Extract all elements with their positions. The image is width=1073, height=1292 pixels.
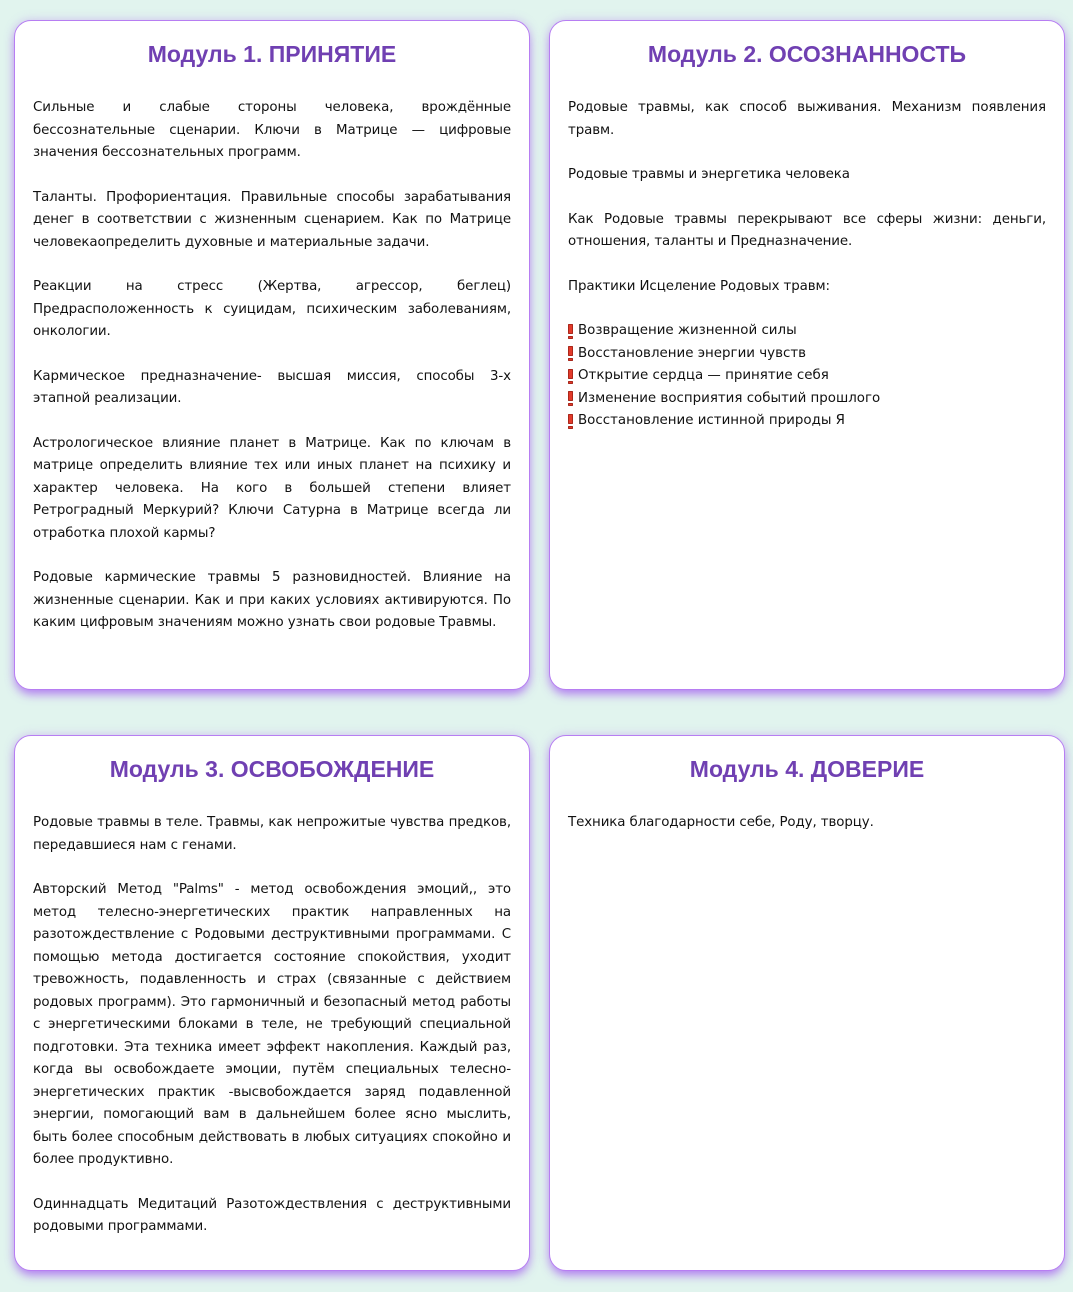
list-item — [568, 343, 1046, 366]
exclamation-icon — [568, 346, 573, 361]
module-card-4 — [549, 735, 1065, 1271]
list-item-label: Восстановление истинной природы Я — [578, 413, 845, 428]
module-paragraph: Одиннадцать Медитаций Разотождествления с деструктивными родовыми программами. — [33, 1196, 511, 1234]
module-paragraph: Как Родовые травмы перекрывают все сферы жизни: деньги, отношения, таланты и Предназначение. — [568, 211, 1046, 249]
module-paragraph: Авторский Метод "Palms" - метод освобождения эмоций,, это метод телесно-энергетических практик направленных на разотождествление с Родовыми деструктивными программами. С помощью метода достигается состояние спокойствия, уходит тревожность, подавленность и страх (связанные с действием родовых программ). Это гармоничный и безопасный метод работы с энергетическими блоками в теле, не требующий специальной подготовки. Эта техника имеет эффект накопления. Каждый раз, когда вы освобождаете эмоции, путём специальных телесно-энергетических практик -высвобождается заряд подавленной энергии, помогающий вам в дальнейшем более ясно мыслить, быть более способным действовать в любых ситуациях спокойно и более продуктивно. — [33, 882, 511, 1167]
module-paragraph: Реакции на стресс (Жертва, агрессор, беглец) Предрасположенность к суицидам, психическим заболеваниям, онкологии. — [33, 279, 511, 339]
module-card-1 — [14, 20, 530, 690]
module-card-2 — [549, 20, 1065, 690]
list-item — [568, 365, 1046, 388]
exclamation-icon — [568, 391, 573, 406]
exclamation-icon — [568, 414, 573, 429]
module-card-3 — [14, 735, 530, 1271]
list-item — [568, 410, 1046, 433]
module-title: Модуль 4. ДОВЕРИЕ — [689, 756, 925, 782]
list-item-label: Восстановление энергии чувств — [578, 345, 807, 361]
module-paragraph: Родовые травмы, как способ выживания. Механизм появления травм. — [568, 100, 1046, 138]
module-title: Модуль 3. ОСВОБОЖДЕНИЕ — [109, 756, 435, 782]
list-item-label: Изменение восприятия событий прошлого — [578, 390, 881, 406]
exclamation-icon — [568, 324, 573, 339]
practices-list — [568, 320, 1046, 433]
exclamation-icon — [568, 369, 573, 384]
module-paragraph: Сильные и слабые стороны человека, врождённые бессознательные сценарии. Ключи в Матрице — цифровые значения бессознательных программ. — [33, 100, 511, 160]
module-paragraph: Родовые травмы и энергетика человека — [568, 167, 850, 182]
module-paragraph: Таланты. Профориентация. Правильные способы зарабатывания денег в соответствии с жизненным сценарием. Как по Матрице человекаопределить духовные и материальные задачи. — [33, 189, 511, 250]
module-paragraph: Астрологическое влияние планет в Матрице. Как по ключам в матрице определить влияние тех или иных планет на психику и характер человека. На кого в большей степени влияет Ретроградный Меркурий? Ключи Сатурна в Матрице всегда ли отработка плохой кармы? — [33, 435, 511, 541]
module-title: Модуль 1. ПРИНЯТИЕ — [147, 41, 397, 67]
module-paragraph: Родовые кармические травмы 5 разновидностей. Влияние на жизненные сценарии. Как и при каких условиях активируются. По каким цифровым значениям можно узнать свои родовые Травмы. — [33, 570, 511, 630]
module-paragraph: Техника благодарности себе, Роду, творцу. — [568, 815, 874, 830]
list-item-label: Открытие сердца — принятие себя — [578, 368, 829, 383]
module-paragraph: Практики Исцеление Родовых травм: — [568, 278, 830, 294]
list-item — [568, 320, 1046, 343]
list-item — [568, 388, 1046, 411]
list-item-label: Возвращение жизненной силы — [578, 323, 797, 338]
module-paragraph: Кармическое предназначение- высшая миссия, способы 3-х этапной реализации. — [33, 368, 511, 406]
module-paragraph: Родовые травмы в теле. Травмы, как непрожитые чувства предков, передавшиеся нам с генами. — [33, 815, 511, 853]
module-title: Модуль 2. ОСОЗНАННОСТЬ — [647, 41, 967, 67]
